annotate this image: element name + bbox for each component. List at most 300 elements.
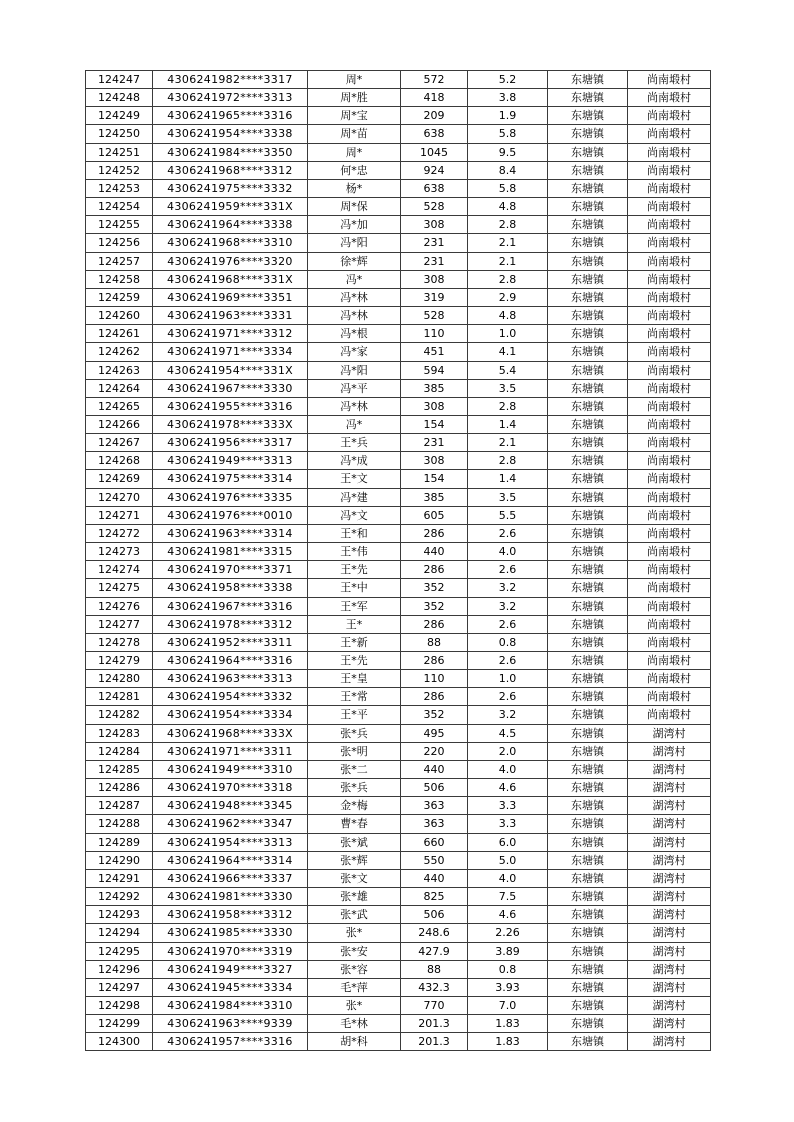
cell-town: 东塘镇	[548, 361, 628, 379]
cell-town: 东塘镇	[548, 888, 628, 906]
cell-village: 尚南塅村	[628, 288, 711, 306]
cell-amount: 319	[401, 288, 468, 306]
table-row	[86, 960, 711, 978]
cell-village: 尚南塅村	[628, 216, 711, 234]
cell-name: 王*	[308, 615, 401, 633]
cell-seq_no: 124257	[86, 252, 153, 270]
cell-name: 王*皇	[308, 670, 401, 688]
cell-value: 8.4	[468, 161, 548, 179]
cell-name: 张*武	[308, 906, 401, 924]
cell-seq_no: 124291	[86, 869, 153, 887]
cell-id_number: 4306241967****3316	[153, 597, 308, 615]
cell-seq_no: 124287	[86, 797, 153, 815]
table-row	[86, 434, 711, 452]
cell-value: 2.8	[468, 270, 548, 288]
cell-name: 胡*科	[308, 1033, 401, 1051]
cell-village: 尚南塅村	[628, 561, 711, 579]
cell-town: 东塘镇	[548, 924, 628, 942]
cell-seq_no: 124273	[86, 543, 153, 561]
cell-town: 东塘镇	[548, 161, 628, 179]
table-row	[86, 288, 711, 306]
cell-amount: 638	[401, 179, 468, 197]
cell-id_number: 4306241958****3312	[153, 906, 308, 924]
cell-value: 1.0	[468, 670, 548, 688]
cell-village: 尚南塅村	[628, 107, 711, 125]
cell-town: 东塘镇	[548, 1033, 628, 1051]
cell-name: 冯*	[308, 415, 401, 433]
table-row	[86, 543, 711, 561]
cell-town: 东塘镇	[548, 906, 628, 924]
cell-name: 王*新	[308, 633, 401, 651]
table-row	[86, 779, 711, 797]
cell-id_number: 4306241954****3313	[153, 833, 308, 851]
cell-id_number: 4306241976****3320	[153, 252, 308, 270]
cell-amount: 286	[401, 561, 468, 579]
cell-value: 5.8	[468, 125, 548, 143]
cell-seq_no: 124281	[86, 688, 153, 706]
cell-id_number: 4306241954****331X	[153, 361, 308, 379]
cell-town: 东塘镇	[548, 234, 628, 252]
cell-seq_no: 124270	[86, 488, 153, 506]
cell-value: 4.0	[468, 760, 548, 778]
cell-seq_no: 124272	[86, 524, 153, 542]
cell-village: 湖湾村	[628, 869, 711, 887]
table-row	[86, 89, 711, 107]
cell-amount: 440	[401, 543, 468, 561]
cell-town: 东塘镇	[548, 434, 628, 452]
cell-village: 湖湾村	[628, 1015, 711, 1033]
cell-name: 冯*建	[308, 488, 401, 506]
cell-amount: 550	[401, 851, 468, 869]
cell-id_number: 4306241982****3317	[153, 71, 308, 89]
cell-seq_no: 124277	[86, 615, 153, 633]
cell-seq_no: 124299	[86, 1015, 153, 1033]
cell-seq_no: 124254	[86, 198, 153, 216]
cell-amount: 231	[401, 252, 468, 270]
cell-amount: 1045	[401, 143, 468, 161]
cell-id_number: 4306241968****333X	[153, 724, 308, 742]
cell-seq_no: 124276	[86, 597, 153, 615]
cell-town: 东塘镇	[548, 869, 628, 887]
cell-value: 3.8	[468, 89, 548, 107]
cell-name: 冯*林	[308, 307, 401, 325]
cell-seq_no: 124266	[86, 415, 153, 433]
table-row	[86, 688, 711, 706]
cell-seq_no: 124250	[86, 125, 153, 143]
cell-town: 东塘镇	[548, 524, 628, 542]
table-row	[86, 724, 711, 742]
cell-id_number: 4306241965****3316	[153, 107, 308, 125]
cell-village: 湖湾村	[628, 978, 711, 996]
cell-seq_no: 124292	[86, 888, 153, 906]
cell-value: 4.6	[468, 906, 548, 924]
cell-id_number: 4306241957****3316	[153, 1033, 308, 1051]
cell-town: 东塘镇	[548, 579, 628, 597]
cell-id_number: 4306241962****3347	[153, 815, 308, 833]
table-row	[86, 670, 711, 688]
table-row	[86, 888, 711, 906]
cell-id_number: 4306241985****3330	[153, 924, 308, 942]
cell-village: 尚南塅村	[628, 597, 711, 615]
cell-seq_no: 124280	[86, 670, 153, 688]
table-row	[86, 343, 711, 361]
cell-name: 杨*	[308, 179, 401, 197]
cell-amount: 825	[401, 888, 468, 906]
cell-seq_no: 124288	[86, 815, 153, 833]
cell-id_number: 4306241964****3338	[153, 216, 308, 234]
cell-value: 1.83	[468, 1015, 548, 1033]
cell-name: 王*先	[308, 652, 401, 670]
cell-village: 尚南塅村	[628, 252, 711, 270]
cell-town: 东塘镇	[548, 488, 628, 506]
cell-id_number: 4306241984****3350	[153, 143, 308, 161]
table-row	[86, 851, 711, 869]
cell-seq_no: 124261	[86, 325, 153, 343]
cell-value: 0.8	[468, 960, 548, 978]
cell-value: 2.9	[468, 288, 548, 306]
cell-amount: 638	[401, 125, 468, 143]
table-row	[86, 379, 711, 397]
table-row	[86, 579, 711, 597]
table-row	[86, 924, 711, 942]
table-body	[86, 71, 711, 1051]
cell-seq_no: 124279	[86, 652, 153, 670]
cell-id_number: 4306241949****3313	[153, 452, 308, 470]
cell-town: 东塘镇	[548, 252, 628, 270]
cell-town: 东塘镇	[548, 107, 628, 125]
cell-seq_no: 124286	[86, 779, 153, 797]
cell-id_number: 4306241963****3314	[153, 524, 308, 542]
cell-value: 2.0	[468, 742, 548, 760]
cell-village: 尚南塅村	[628, 379, 711, 397]
cell-village: 尚南塅村	[628, 579, 711, 597]
cell-seq_no: 124247	[86, 71, 153, 89]
cell-seq_no: 124259	[86, 288, 153, 306]
table-row	[86, 942, 711, 960]
cell-amount: 528	[401, 198, 468, 216]
cell-village: 尚南塅村	[628, 524, 711, 542]
cell-amount: 220	[401, 742, 468, 760]
cell-seq_no: 124294	[86, 924, 153, 942]
cell-town: 东塘镇	[548, 760, 628, 778]
cell-name: 毛*萍	[308, 978, 401, 996]
cell-value: 5.5	[468, 506, 548, 524]
cell-amount: 440	[401, 760, 468, 778]
cell-village: 尚南塅村	[628, 161, 711, 179]
cell-village: 湖湾村	[628, 960, 711, 978]
cell-town: 东塘镇	[548, 71, 628, 89]
cell-amount: 660	[401, 833, 468, 851]
cell-name: 张*兵	[308, 779, 401, 797]
cell-amount: 110	[401, 325, 468, 343]
cell-amount: 286	[401, 615, 468, 633]
cell-village: 尚南塅村	[628, 343, 711, 361]
cell-town: 东塘镇	[548, 125, 628, 143]
cell-name: 张*二	[308, 760, 401, 778]
cell-name: 冯*阳	[308, 361, 401, 379]
table-row	[86, 978, 711, 996]
cell-village: 尚南塅村	[628, 543, 711, 561]
table-sheet	[85, 70, 711, 1051]
cell-id_number: 4306241968****3312	[153, 161, 308, 179]
cell-town: 东塘镇	[548, 706, 628, 724]
cell-id_number: 4306241964****3316	[153, 652, 308, 670]
cell-value: 2.1	[468, 234, 548, 252]
table-row	[86, 524, 711, 542]
cell-id_number: 4306241963****3313	[153, 670, 308, 688]
cell-value: 2.6	[468, 688, 548, 706]
table-row	[86, 361, 711, 379]
cell-village: 尚南塅村	[628, 397, 711, 415]
cell-value: 2.6	[468, 652, 548, 670]
cell-name: 冯*成	[308, 452, 401, 470]
cell-amount: 154	[401, 415, 468, 433]
cell-seq_no: 124278	[86, 633, 153, 651]
cell-village: 尚南塅村	[628, 234, 711, 252]
cell-value: 2.8	[468, 216, 548, 234]
cell-village: 尚南塅村	[628, 652, 711, 670]
cell-seq_no: 124289	[86, 833, 153, 851]
cell-town: 东塘镇	[548, 779, 628, 797]
cell-value: 7.5	[468, 888, 548, 906]
cell-id_number: 4306241966****3337	[153, 869, 308, 887]
cell-amount: 528	[401, 307, 468, 325]
cell-value: 3.93	[468, 978, 548, 996]
table-row	[86, 706, 711, 724]
cell-value: 2.1	[468, 252, 548, 270]
cell-town: 东塘镇	[548, 506, 628, 524]
cell-village: 尚南塅村	[628, 688, 711, 706]
cell-amount: 924	[401, 161, 468, 179]
cell-amount: 286	[401, 524, 468, 542]
cell-village: 尚南塅村	[628, 89, 711, 107]
cell-amount: 432.3	[401, 978, 468, 996]
cell-id_number: 4306241958****3338	[153, 579, 308, 597]
cell-village: 尚南塅村	[628, 470, 711, 488]
table-row	[86, 833, 711, 851]
cell-village: 湖湾村	[628, 797, 711, 815]
cell-town: 东塘镇	[548, 179, 628, 197]
cell-seq_no: 124300	[86, 1033, 153, 1051]
cell-value: 7.0	[468, 996, 548, 1014]
cell-name: 冯*林	[308, 397, 401, 415]
cell-seq_no: 124251	[86, 143, 153, 161]
cell-seq_no: 124293	[86, 906, 153, 924]
cell-amount: 248.6	[401, 924, 468, 942]
cell-town: 东塘镇	[548, 851, 628, 869]
cell-id_number: 4306241984****3310	[153, 996, 308, 1014]
table-row	[86, 107, 711, 125]
cell-amount: 88	[401, 633, 468, 651]
cell-value: 4.8	[468, 198, 548, 216]
cell-name: 王*文	[308, 470, 401, 488]
cell-village: 尚南塅村	[628, 434, 711, 452]
cell-id_number: 4306241970****3318	[153, 779, 308, 797]
cell-name: 张*雄	[308, 888, 401, 906]
cell-town: 东塘镇	[548, 833, 628, 851]
cell-town: 东塘镇	[548, 543, 628, 561]
cell-amount: 770	[401, 996, 468, 1014]
cell-value: 1.9	[468, 107, 548, 125]
cell-amount: 201.3	[401, 1033, 468, 1051]
cell-name: 徐*辉	[308, 252, 401, 270]
cell-name: 冯*阳	[308, 234, 401, 252]
cell-village: 尚南塅村	[628, 143, 711, 161]
cell-value: 4.0	[468, 869, 548, 887]
cell-value: 3.3	[468, 797, 548, 815]
cell-value: 5.0	[468, 851, 548, 869]
cell-id_number: 4306241954****3332	[153, 688, 308, 706]
cell-name: 毛*林	[308, 1015, 401, 1033]
cell-town: 东塘镇	[548, 652, 628, 670]
cell-village: 尚南塅村	[628, 270, 711, 288]
cell-town: 东塘镇	[548, 815, 628, 833]
cell-value: 4.6	[468, 779, 548, 797]
cell-village: 湖湾村	[628, 724, 711, 742]
cell-seq_no: 124275	[86, 579, 153, 597]
cell-village: 尚南塅村	[628, 506, 711, 524]
cell-amount: 352	[401, 597, 468, 615]
cell-id_number: 4306241959****331X	[153, 198, 308, 216]
table-row	[86, 506, 711, 524]
cell-amount: 154	[401, 470, 468, 488]
cell-id_number: 4306241968****3310	[153, 234, 308, 252]
cell-village: 尚南塅村	[628, 452, 711, 470]
table-row	[86, 452, 711, 470]
cell-seq_no: 124264	[86, 379, 153, 397]
cell-id_number: 4306241964****3314	[153, 851, 308, 869]
cell-amount: 427.9	[401, 942, 468, 960]
cell-name: 周*胜	[308, 89, 401, 107]
cell-village: 湖湾村	[628, 815, 711, 833]
table-row	[86, 325, 711, 343]
cell-name: 何*忠	[308, 161, 401, 179]
cell-value: 4.0	[468, 543, 548, 561]
cell-seq_no: 124271	[86, 506, 153, 524]
table-row	[86, 488, 711, 506]
cell-name: 周*宝	[308, 107, 401, 125]
cell-town: 东塘镇	[548, 1015, 628, 1033]
cell-town: 东塘镇	[548, 270, 628, 288]
cell-amount: 88	[401, 960, 468, 978]
cell-town: 东塘镇	[548, 561, 628, 579]
table-row	[86, 742, 711, 760]
cell-id_number: 4306241967****3330	[153, 379, 308, 397]
cell-value: 3.2	[468, 597, 548, 615]
cell-town: 东塘镇	[548, 797, 628, 815]
cell-name: 冯*根	[308, 325, 401, 343]
cell-village: 湖湾村	[628, 996, 711, 1014]
cell-amount: 308	[401, 397, 468, 415]
cell-town: 东塘镇	[548, 216, 628, 234]
cell-name: 周*	[308, 71, 401, 89]
cell-amount: 418	[401, 89, 468, 107]
cell-town: 东塘镇	[548, 724, 628, 742]
cell-name: 王*常	[308, 688, 401, 706]
cell-name: 张*斌	[308, 833, 401, 851]
cell-seq_no: 124268	[86, 452, 153, 470]
cell-value: 2.8	[468, 397, 548, 415]
cell-id_number: 4306241970****3371	[153, 561, 308, 579]
cell-village: 尚南塅村	[628, 670, 711, 688]
cell-town: 东塘镇	[548, 379, 628, 397]
cell-id_number: 4306241970****3319	[153, 942, 308, 960]
cell-town: 东塘镇	[548, 343, 628, 361]
table-row	[86, 161, 711, 179]
cell-village: 湖湾村	[628, 942, 711, 960]
table-row	[86, 815, 711, 833]
cell-name: 冯*林	[308, 288, 401, 306]
cell-seq_no: 124258	[86, 270, 153, 288]
cell-name: 张*	[308, 924, 401, 942]
cell-name: 张*文	[308, 869, 401, 887]
cell-amount: 363	[401, 815, 468, 833]
table-row	[86, 633, 711, 651]
cell-id_number: 4306241976****0010	[153, 506, 308, 524]
cell-town: 东塘镇	[548, 633, 628, 651]
cell-id_number: 4306241963****9339	[153, 1015, 308, 1033]
cell-name: 曹*春	[308, 815, 401, 833]
cell-village: 湖湾村	[628, 851, 711, 869]
table-row	[86, 415, 711, 433]
cell-name: 王*先	[308, 561, 401, 579]
cell-seq_no: 124296	[86, 960, 153, 978]
cell-amount: 231	[401, 234, 468, 252]
table-row	[86, 307, 711, 325]
cell-name: 冯*平	[308, 379, 401, 397]
cell-amount: 286	[401, 688, 468, 706]
cell-town: 东塘镇	[548, 452, 628, 470]
cell-amount: 352	[401, 706, 468, 724]
cell-name: 张*兵	[308, 724, 401, 742]
table-row	[86, 1015, 711, 1033]
cell-amount: 110	[401, 670, 468, 688]
cell-village: 尚南塅村	[628, 415, 711, 433]
cell-amount: 231	[401, 434, 468, 452]
cell-value: 4.1	[468, 343, 548, 361]
table-row	[86, 71, 711, 89]
cell-town: 东塘镇	[548, 597, 628, 615]
cell-town: 东塘镇	[548, 470, 628, 488]
cell-amount: 352	[401, 579, 468, 597]
data-table	[85, 70, 711, 1051]
cell-id_number: 4306241949****3310	[153, 760, 308, 778]
cell-amount: 605	[401, 506, 468, 524]
cell-value: 5.8	[468, 179, 548, 197]
table-row	[86, 615, 711, 633]
cell-id_number: 4306241954****3338	[153, 125, 308, 143]
cell-town: 东塘镇	[548, 397, 628, 415]
cell-town: 东塘镇	[548, 307, 628, 325]
cell-id_number: 4306241945****3334	[153, 978, 308, 996]
cell-id_number: 4306241981****3315	[153, 543, 308, 561]
cell-seq_no: 124290	[86, 851, 153, 869]
cell-town: 东塘镇	[548, 978, 628, 996]
cell-value: 6.0	[468, 833, 548, 851]
table-row	[86, 179, 711, 197]
cell-town: 东塘镇	[548, 415, 628, 433]
cell-village: 尚南塅村	[628, 488, 711, 506]
cell-name: 张*容	[308, 960, 401, 978]
cell-seq_no: 124249	[86, 107, 153, 125]
cell-value: 3.2	[468, 706, 548, 724]
cell-id_number: 4306241981****3330	[153, 888, 308, 906]
cell-id_number: 4306241971****3334	[153, 343, 308, 361]
cell-seq_no: 124284	[86, 742, 153, 760]
cell-village: 湖湾村	[628, 760, 711, 778]
cell-village: 尚南塅村	[628, 198, 711, 216]
cell-village: 湖湾村	[628, 888, 711, 906]
